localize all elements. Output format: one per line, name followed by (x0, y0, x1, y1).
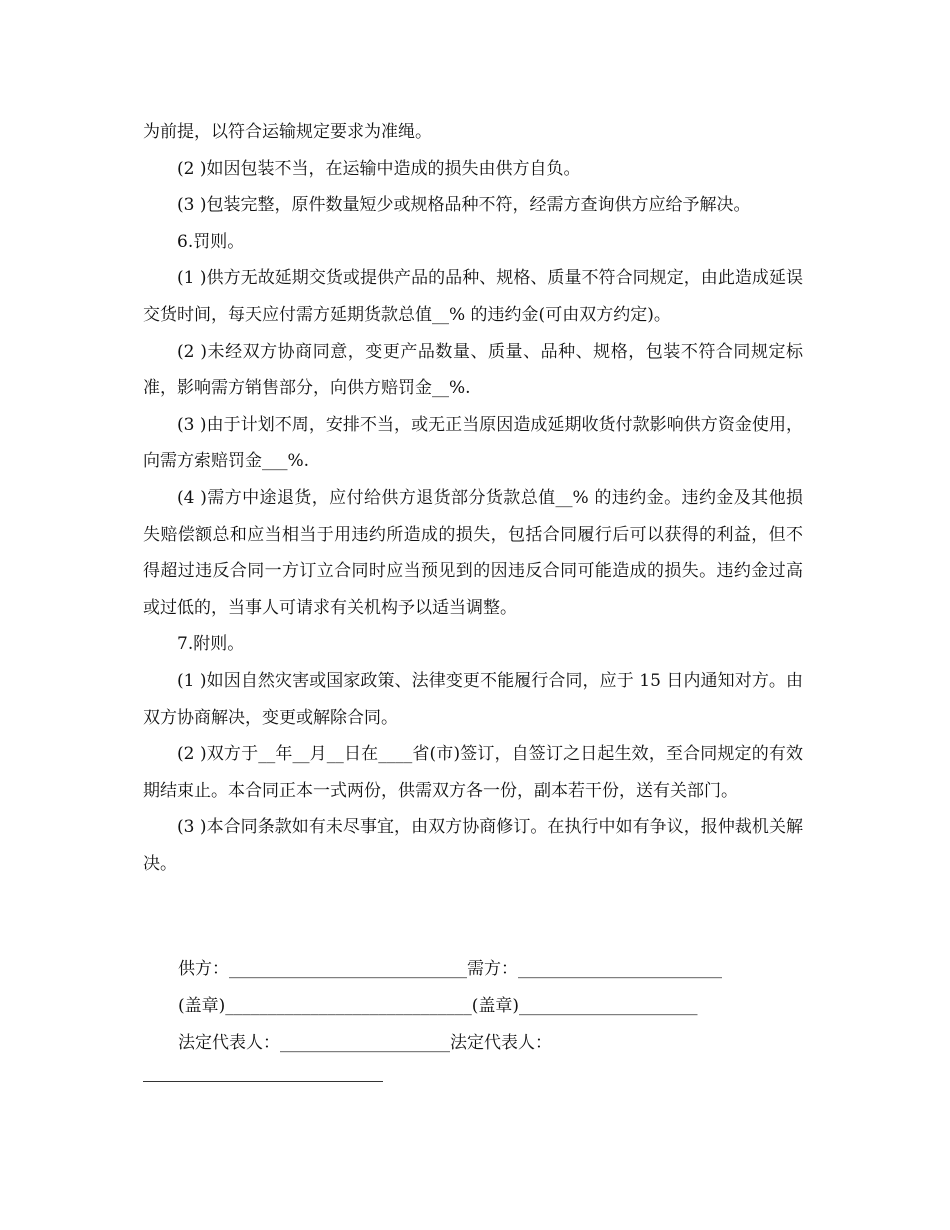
section-heading-supplementary: 7.附则。 (177, 634, 245, 655)
signature-legal-rep: 法定代表人：____________________法定代表人： (178, 1033, 552, 1053)
paragraph-supplementary-2: (2 )双方于__年__月__日在____省(市)签订，自签订之日起生效，至合同规定的有效期结束止。本合同正本一式两份，供需双方各一份，副本若干份，送有关部门。 (143, 744, 803, 801)
paragraph-penalty-1: (1 )供方无故延期交货或提供产品的品种、规格、质量不符合同规定，由此造成延误交货时间，每天应付需方延期货款总值__% 的违约金(可由双方约定)。 (143, 268, 803, 325)
footnote-separator (143, 1081, 383, 1082)
signature-seal: (盖章)_____________________________(盖章)_____________________ (178, 996, 698, 1016)
paragraph-penalty-4: (4 )需方中途退货，应付给供方退货部分货款总值__% 的违约金。违约金及其他损失赔偿额总和应当相当于用违约所造成的损失，包括合同履行后可以获得的利益，但不得超过违反合同一方订立合同时应当预见到的因违反合同可能造成的损失。违约金过高或过低的，当事人可请求有关机构予以适当调整。 (143, 487, 803, 618)
paragraph-packaging-2: (2 )如因包装不当，在运输中造成的损失由供方自负。 (177, 158, 581, 179)
paragraph-penalty-2: (2 )未经双方协商同意，变更产品数量、质量、品种、规格，包装不符合同规定标准，影响需方销售部分，向供方赔罚金__%. (143, 341, 803, 399)
signature-supplier-buyer: 供方：____________________________需方：________________________ (178, 959, 722, 979)
paragraph-continuation: 为前提，以符合运输规定要求为准绳。 (143, 122, 432, 142)
section-heading-penalties: 6.罚则。 (177, 231, 245, 252)
paragraph-supplementary-3: (3 )本合同条款如有未尽事宜，由双方协商修订。在执行中如有争议，报仲裁机关解决。 (143, 817, 803, 874)
contract-body (143, 114, 803, 882)
paragraph-penalty-3: (3 )由于计划不周，安排不当，或无正当原因造成延期收货付款影响供方资金使用，向需方索赔罚金___%. (143, 414, 803, 472)
paragraph-packaging-3: (3 )包装完整，原件数量短少或规格品种不符，经需方查询供方应给予解决。 (177, 195, 751, 216)
paragraph-supplementary-1: (1 )如因自然灾害或国家政策、法律变更不能履行合同，应于 15 日内通知对方。由双方协商解决，变更或解除合同。 (143, 670, 803, 728)
